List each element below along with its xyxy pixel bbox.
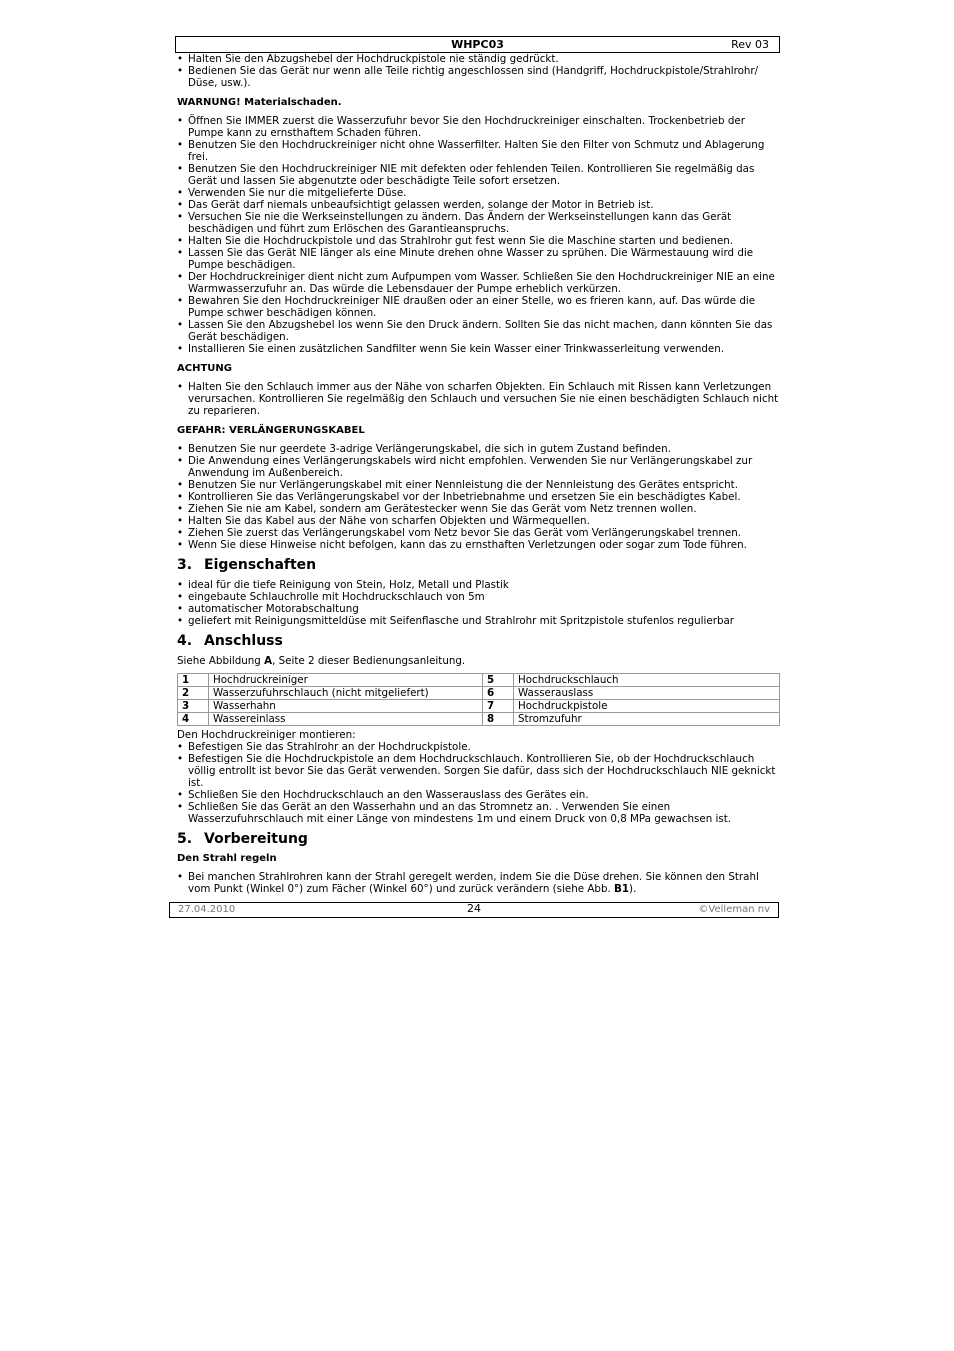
- list-item: • Kontrollieren Sie das Verlängerungskabel vor der Inbetriebnahme und ersetzen Sie ein beschädigtes Kabel.: [177, 491, 779, 503]
- table-cell: 5: [483, 674, 514, 687]
- list-item: [177, 871, 779, 895]
- subheading-jet: Den Strahl regeln: [177, 853, 277, 864]
- list-item: • Das Gerät darf niemals unbeaufsichtigt gelassen werden, solange der Motor in Betrieb ist.: [177, 199, 779, 211]
- parts-table: [177, 673, 780, 726]
- list-item: • geliefert mit Reinigungsmitteldüse mit Seifenflasche und Strahlrohr mit Spritzpistole stufenlos regulierbar: [177, 615, 779, 627]
- list-item: • automatischer Motorabschaltung: [177, 603, 779, 615]
- intro-list: [177, 53, 779, 89]
- attention-list: [177, 381, 779, 417]
- table-cell: 1: [178, 674, 209, 687]
- footer-copyright: ©Velleman nv: [698, 904, 770, 915]
- table-cell: 6: [483, 687, 514, 700]
- model-label: WHPC03: [451, 38, 504, 51]
- table-cell: Wassereinlass: [209, 713, 483, 726]
- list-item: • Halten Sie den Abzugshebel der Hochdruckpistole nie ständig gedrückt.: [177, 53, 779, 65]
- table-row: [178, 713, 780, 726]
- list-item: • Halten Sie das Kabel aus der Nähe von scharfen Objekten und Wärmequellen.: [177, 515, 779, 527]
- table-cell: Wasserzufuhrschlauch (nicht mitgeliefert): [209, 687, 483, 700]
- table-cell: Hochdruckschlauch: [514, 674, 780, 687]
- list-item: • Befestigen Sie das Strahlrohr an der Hochdruckpistole.: [177, 741, 779, 753]
- list-item: • Verwenden Sie nur die mitgelieferte Düse.: [177, 187, 779, 199]
- list-item: • Halten Sie die Hochdruckpistole und das Strahlrohr gut fest wenn Sie die Maschine starten und bedienen.: [177, 235, 779, 247]
- list-item: • Schließen Sie den Hochdruckschlauch an den Wasserauslass des Gerätes ein.: [177, 789, 779, 801]
- connection-intro: [177, 655, 779, 667]
- table-cell: 4: [178, 713, 209, 726]
- list-text: ).: [629, 883, 637, 895]
- table-cell: 8: [483, 713, 514, 726]
- section-title: Anschluss: [204, 633, 283, 649]
- list-item: • Lassen Sie das Gerät NIE länger als eine Minute drehen ohne Wasser zu sprühen. Die Wärmestauung wird die Pumpe beschädigen.: [177, 247, 779, 271]
- list-item: • Befestigen Sie die Hochdruckpistole an dem Hochdruckschlauch. Kontrollieren Sie, ob der Hochdruckschlauch völlig entrollt ist bevor Sie das Gerät verwenden. Sorgen Sie dafür, dass sich der Hochdruckschlauch NIE geknickt ist.: [177, 753, 779, 789]
- section-number: 4.: [177, 633, 193, 649]
- list-item: • Benutzen Sie nur geerdete 3-adrige Verlängerungskabel, die sich in gutem Zustand befinden.: [177, 443, 779, 455]
- list-item: • Die Anwendung eines Verlängerungskabels wird nicht empfohlen. Verwenden Sie nur Verlängerungskabel zur Anwendung im Außenbereich.: [177, 455, 779, 479]
- list-item: • ideal für die tiefe Reinigung von Stein, Holz, Metall und Plastik: [177, 579, 779, 591]
- list-item: • eingebaute Schlauchrolle mit Hochdruckschlauch von 5m: [177, 591, 779, 603]
- list-item: • Benutzen Sie nur Verlängerungskabel mit einer Nennleistung die der Nennleistung des Gerätes entspricht.: [177, 479, 779, 491]
- list-item: • Der Hochdruckreiniger dient nicht zum Aufpumpen vom Wasser. Schließen Sie den Hochdruckreiniger NIE an eine Warmwasserzufuhr an. Das würde die Lebensdauer der Pumpe erheblich verkürzen.: [177, 271, 779, 295]
- section-number: 3.: [177, 557, 193, 573]
- figure-ref: A: [264, 655, 273, 667]
- list-item: • Ziehen Sie nie am Kabel, sondern am Gerätestecker wenn Sie das Gerät vom Netz trennen wollen.: [177, 503, 779, 515]
- table-cell: 7: [483, 700, 514, 713]
- extension-cable-list: [177, 443, 779, 551]
- table-row: [178, 674, 780, 687]
- section-title: Vorbereitung: [204, 831, 308, 847]
- mount-label: Den Hochdruckreiniger montieren:: [177, 729, 356, 741]
- footer-date: 27.04.2010: [178, 904, 236, 915]
- list-item: • Benutzen Sie den Hochdruckreiniger nicht ohne Wasserfilter. Halten Sie den Filter von Schmutz und Ablagerung frei.: [177, 139, 779, 163]
- list-text: Bei manchen Strahlrohren kann der Strahl geregelt werden, indem Sie die Düse drehen. Sie können den Strahl vom Punkt (Winkel 0°) zum Fächer (Winkel 60°) und zurück verändern (siehe Abb.: [188, 871, 759, 895]
- list-item: • Lassen Sie den Abzugshebel los wenn Sie den Druck ändern. Sollten Sie das nicht machen, dann könnten Sie das Gerät beschädigen.: [177, 319, 779, 343]
- intro-text: , Seite 2 dieser Bedienungsanleitung.: [272, 655, 466, 667]
- jet-list: [177, 871, 779, 895]
- list-item: • Versuchen Sie nie die Werkseinstellungen zu ändern. Das Ändern der Werkseinstellungen kann das Gerät beschädigen und führt zum Erlöschen des Garantieanspruchs.: [177, 211, 779, 235]
- page-number: 24: [467, 902, 481, 915]
- section-heading-connection: [177, 633, 779, 649]
- section-number: 5.: [177, 831, 193, 847]
- list-item: • Öffnen Sie IMMER zuerst die Wasserzufuhr bevor Sie den Hochdruckreiniger einschalten. Trockenbetrieb der Pumpe kann zu ernsthaftem Schaden führen.: [177, 115, 779, 139]
- intro-text: Siehe Abbildung: [177, 655, 265, 667]
- list-item: • Wenn Sie diese Hinweise nicht befolgen, kann das zu ernsthaften Verletzungen oder sogar zum Tode führen.: [177, 539, 779, 551]
- page-footer: [169, 902, 779, 918]
- revision-label: Rev 03: [731, 38, 769, 51]
- table-cell: Hochdruckreiniger: [209, 674, 483, 687]
- table-row: [178, 700, 780, 713]
- list-item: • Schließen Sie das Gerät an den Wasserhahn und an das Stromnetz an. . Verwenden Sie einen Wasserzufuhrschlauch mit einer Länge von mindestens 1m und einem Druck von 0,8 MPa gewachsen ist.: [177, 801, 779, 825]
- table-cell: Hochdruckpistole: [514, 700, 780, 713]
- list-item: • Installieren Sie einen zusätzlichen Sandfilter wenn Sie kein Wasser einer Trinkwasserleitung verwenden.: [177, 343, 779, 355]
- section-heading-features: [177, 557, 779, 573]
- section-heading-preparation: [177, 831, 779, 847]
- table-cell: 2: [178, 687, 209, 700]
- warning-heading-attention: ACHTUNG: [177, 363, 232, 374]
- table-cell: Stromzufuhr: [514, 713, 780, 726]
- table-cell: Wasserauslass: [514, 687, 780, 700]
- page-header: [175, 36, 780, 53]
- list-item: • Ziehen Sie zuerst das Verlängerungskabel vom Netz bevor Sie das Gerät vom Verlängerungskabel trennen.: [177, 527, 779, 539]
- features-list: [177, 579, 779, 627]
- table-cell: Wasserhahn: [209, 700, 483, 713]
- list-item: • Bewahren Sie den Hochdruckreiniger NIE draußen oder an einer Stelle, wo es frieren kann, auf. Das würde die Pumpe schwer beschädigen können.: [177, 295, 779, 319]
- figure-ref: B1: [614, 883, 630, 895]
- warning-heading-material: WARNUNG! Materialschaden.: [177, 97, 342, 108]
- table-cell: 3: [178, 700, 209, 713]
- list-item: • Benutzen Sie den Hochdruckreiniger NIE mit defekten oder fehlenden Teilen. Kontrollieren Sie regelmäßig das Gerät und lassen Sie abgenutzte oder beschädigte Teile sofort ersetzen.: [177, 163, 779, 187]
- document-body: [177, 53, 779, 895]
- table-row: [178, 687, 780, 700]
- section-title: Eigenschaften: [204, 557, 317, 573]
- list-item: • Halten Sie den Schlauch immer aus der Nähe von scharfen Objekten. Ein Schlauch mit Rissen kann Verletzungen verursachen. Kontrollieren Sie regelmäßig den Schlauch und versuchen Sie nie einen beschädigten Schlauch nicht zu reparieren.: [177, 381, 779, 417]
- list-item: • Bedienen Sie das Gerät nur wenn alle Teile richtig angeschlossen sind (Handgriff, Hochdruckpistole/Strahlrohr/ Düse, usw.).: [177, 65, 779, 89]
- material-warning-list: [177, 115, 779, 355]
- mount-list: [177, 741, 779, 825]
- warning-heading-extension-cable: GEFAHR: VERLÄNGERUNGSKABEL: [177, 425, 365, 436]
